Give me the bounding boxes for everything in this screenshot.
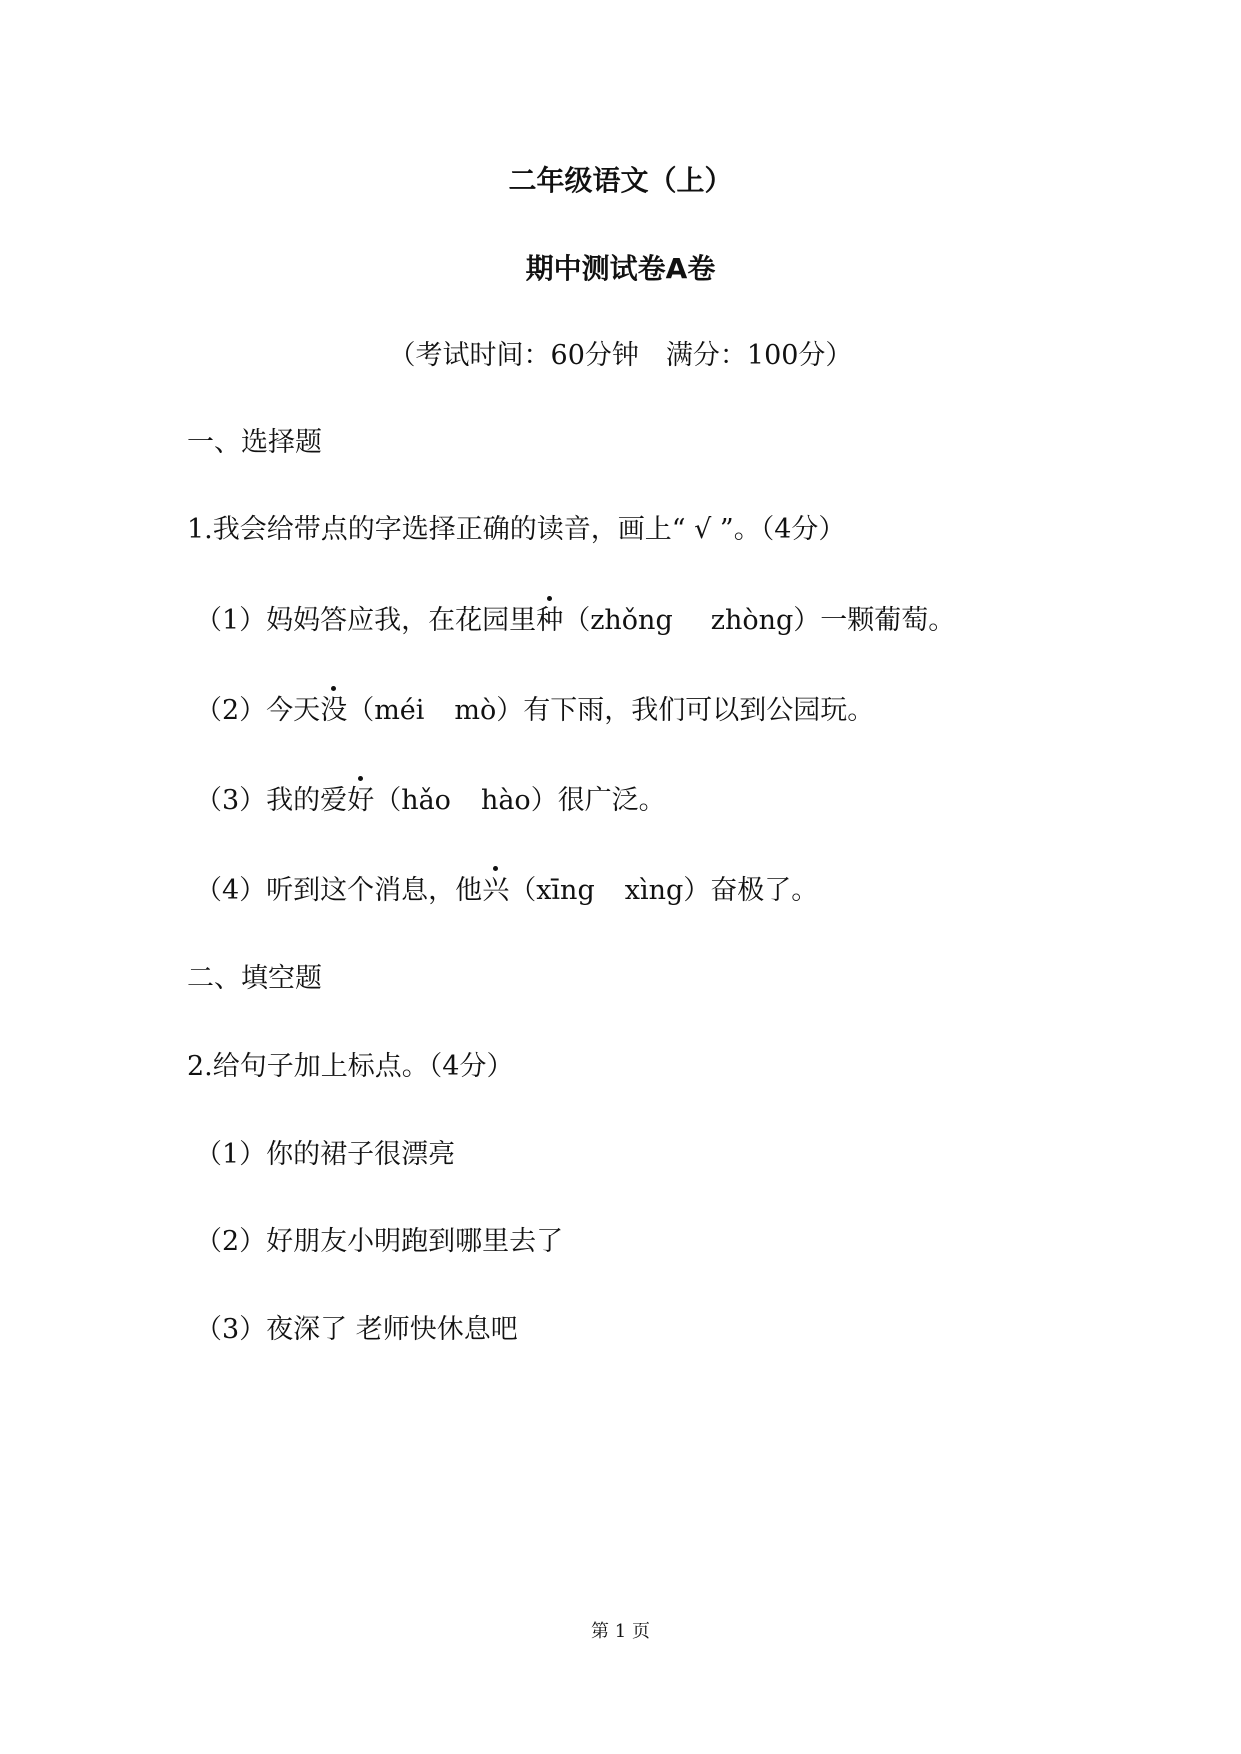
question-1-item-1 bbox=[195, 603, 955, 639]
pinyin-option-a[interactable]: méi bbox=[374, 695, 425, 726]
question-2-item-2: （2）好朋友小明跑到哪里去了 bbox=[195, 1226, 564, 1257]
paren-open: （ bbox=[563, 605, 591, 636]
paren-close: ） bbox=[793, 605, 821, 636]
paren-close: ） bbox=[683, 875, 711, 906]
question-2-item-1: （1）你的裙子很漂亮 bbox=[195, 1139, 456, 1170]
item-text: 一颗葡萄。 bbox=[820, 605, 956, 636]
exam-info: （考试时间：60分钟 满分：100分） bbox=[388, 340, 853, 371]
item-text: （1）妈妈答应我，在花园里 bbox=[195, 605, 537, 636]
question-2-prompt: 2.给句子加上标点。（4分） bbox=[187, 1051, 514, 1082]
paren-open: （ bbox=[509, 875, 537, 906]
paren-open: （ bbox=[374, 785, 402, 816]
section-heading-fill-blank: 二、填空题 bbox=[187, 963, 322, 994]
paren-close: ） bbox=[530, 785, 558, 816]
dotted-character: 种 bbox=[536, 603, 563, 639]
question-1-prompt: 1.我会给带点的字选择正确的读音，画上“ √ ”。（4分） bbox=[187, 514, 846, 545]
paren-open: （ bbox=[347, 695, 375, 726]
document-subtitle: 期中测试卷A卷 bbox=[525, 252, 716, 285]
page-number: 第 1 页 bbox=[591, 1621, 650, 1642]
question-1-item-2 bbox=[195, 693, 874, 729]
pinyin-option-a[interactable]: zhǒng bbox=[590, 605, 673, 636]
question-2-item-3: （3）夜深了 老师快休息吧 bbox=[195, 1314, 518, 1345]
question-1-item-3 bbox=[195, 783, 666, 819]
paren-close: ） bbox=[496, 695, 524, 726]
item-text: （2）今天 bbox=[195, 695, 321, 726]
item-text: 有下雨，我们可以到公园玩。 bbox=[523, 695, 875, 726]
item-text: 很广泛。 bbox=[557, 785, 666, 816]
question-1-item-4 bbox=[195, 873, 818, 909]
item-text: （3）我的爱 bbox=[195, 785, 348, 816]
dotted-character: 好 bbox=[347, 783, 374, 819]
pinyin-option-b[interactable]: xìng bbox=[624, 875, 684, 906]
pinyin-option-a[interactable]: hǎo bbox=[401, 785, 451, 816]
item-text: 奋极了。 bbox=[710, 875, 819, 906]
document-title: 二年级语文（上） bbox=[508, 164, 733, 197]
pinyin-option-a[interactable]: xīng bbox=[536, 875, 595, 906]
section-heading-choice: 一、选择题 bbox=[187, 427, 322, 458]
item-text: （4）听到这个消息，他 bbox=[195, 875, 483, 906]
dotted-character: 没 bbox=[320, 693, 347, 729]
pinyin-option-b[interactable]: hào bbox=[480, 785, 531, 816]
pinyin-option-b[interactable]: mò bbox=[454, 695, 497, 726]
pinyin-option-b[interactable]: zhòng bbox=[710, 605, 794, 636]
dotted-character: 兴 bbox=[482, 873, 509, 909]
